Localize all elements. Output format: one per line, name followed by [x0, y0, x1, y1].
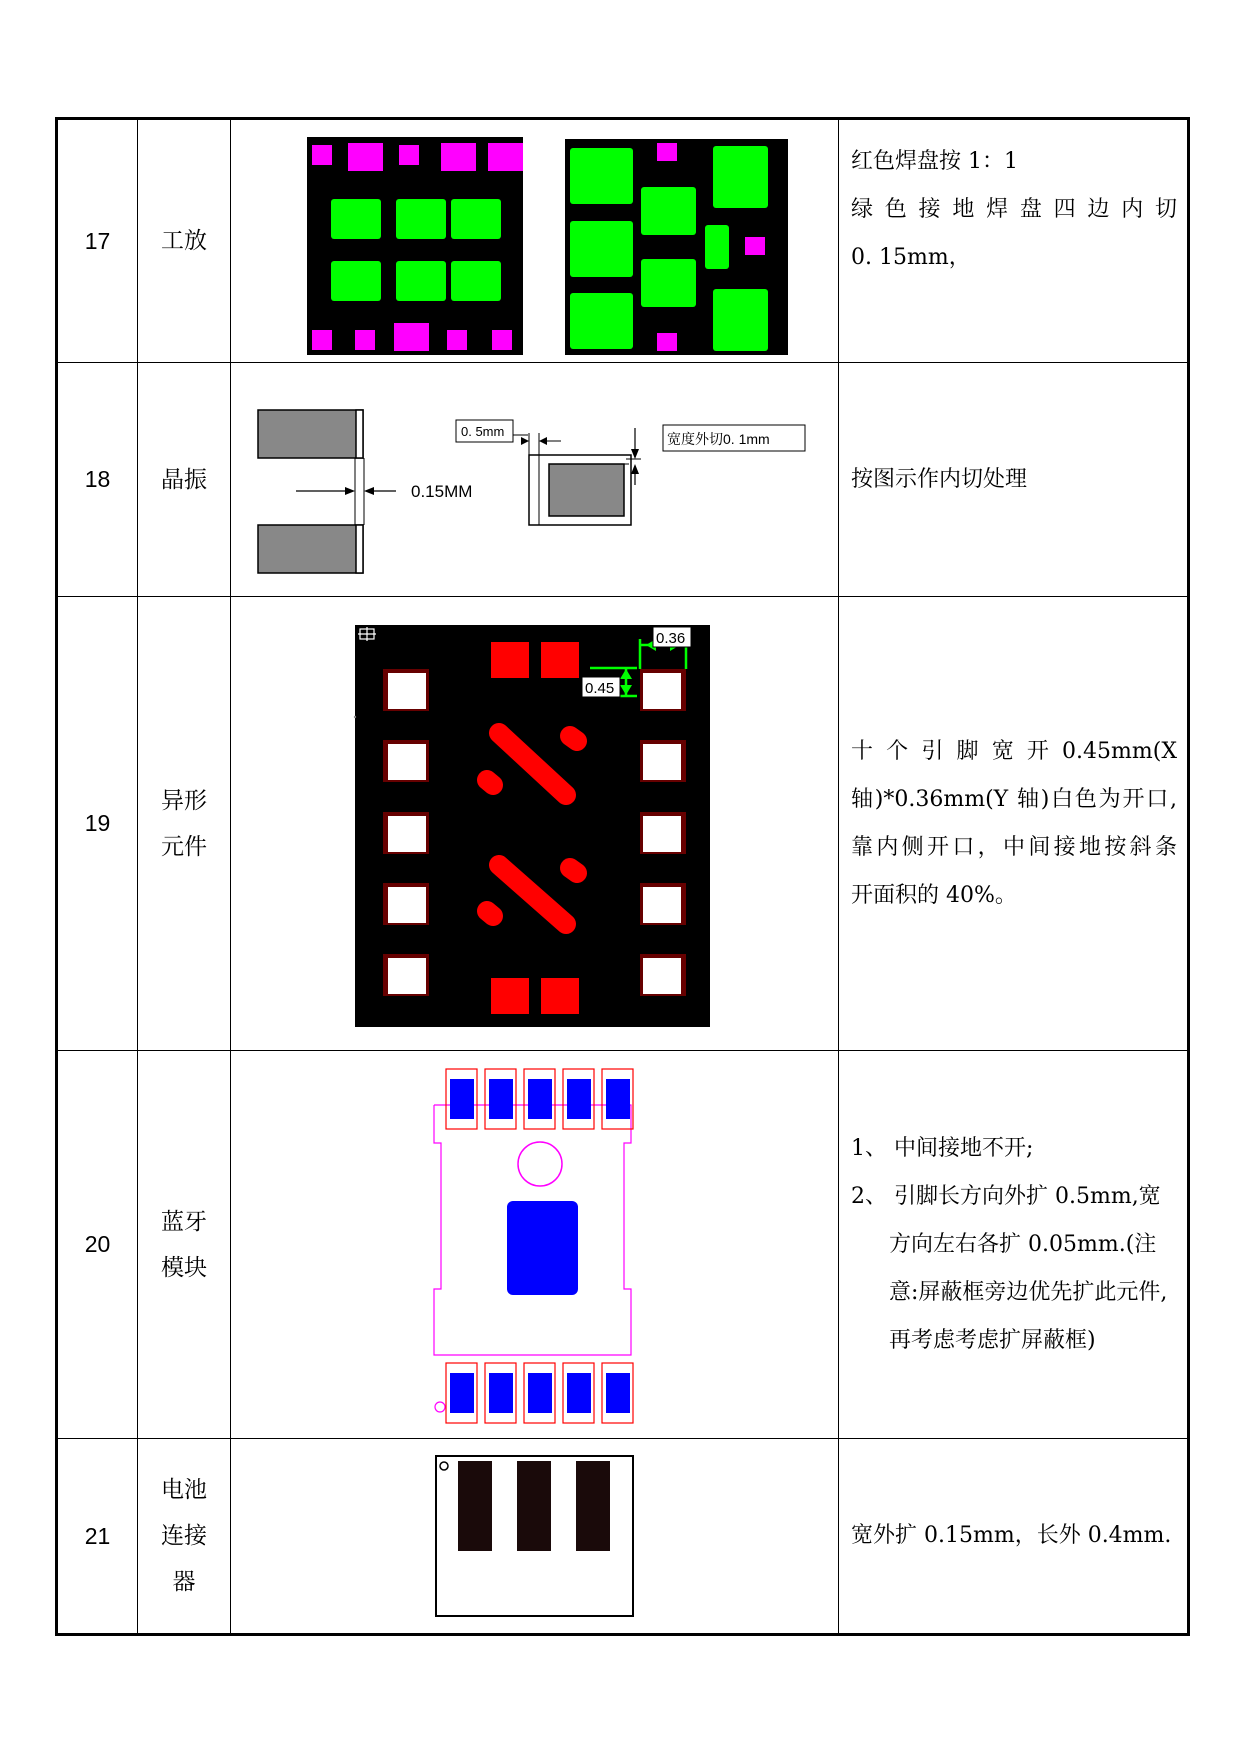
row-number: 21: [57, 1439, 138, 1635]
power-amp-pad-drawing: [231, 121, 839, 361]
table-row: [57, 363, 1189, 597]
note-cell: [839, 597, 1189, 1051]
note-cell: [839, 119, 1189, 363]
crystal-pad-drawing: [231, 365, 839, 595]
note-line: 1、 中间接地不开;: [851, 1135, 1034, 1161]
table-row: [57, 1439, 1189, 1635]
note-line: 宽外扩 0.15mm，长外 0.4mm.: [851, 1523, 1172, 1548]
spec-table: [55, 117, 1190, 1636]
dimension-label-036: 0.36: [656, 629, 686, 647]
component-name: 异形 元件: [138, 597, 231, 1051]
figure-cell: [231, 119, 839, 363]
figure-cell: [231, 363, 839, 597]
component-name: 蓝牙 模块: [138, 1051, 231, 1439]
figure-cell: [231, 1051, 839, 1439]
note-cell: [839, 363, 1189, 597]
row-number: 20: [57, 1051, 138, 1439]
note-line: 0. 15mm，: [851, 245, 971, 270]
outer-offset-label: 0. 5mm: [461, 423, 505, 439]
note-line: 十 个 引 脚 宽 开 0.45mm(X: [851, 738, 1177, 764]
width-cut-label: 宽度外切0. 1mm: [667, 430, 770, 447]
gap-label: 0.15MM: [411, 481, 473, 501]
note-cell: [839, 1439, 1189, 1635]
row-number: 17: [57, 119, 138, 363]
table-row: [57, 1051, 1189, 1439]
note-line: 2、 引脚长方向外扩 0.5mm,宽方向左右各扩 0.05mm.(注意:屏蔽框旁边优先扩此元件,再考虑考虑扩屏蔽框): [851, 1183, 1168, 1353]
note-cell: [839, 1051, 1189, 1439]
bluetooth-module-drawing: [231, 1053, 839, 1437]
note-line: 按图示作内切处理: [851, 466, 1028, 492]
component-name: 工放: [138, 119, 231, 363]
table-row: [57, 119, 1189, 363]
figure-cell: [231, 597, 839, 1051]
note-line: 开面积的 40%。: [851, 882, 1017, 908]
note-line: 绿 色 接 地 焊 盘 四 边 内 切: [851, 197, 1177, 222]
dimension-label-045: 0.45: [585, 679, 615, 697]
row-number: 18: [57, 363, 138, 597]
note-line: 红色焊盘按 1：1: [851, 149, 1018, 174]
table-row: [57, 597, 1189, 1051]
component-name: 电池 连接 器: [138, 1439, 231, 1635]
note-line: 靠内侧开口，中间接地按斜条: [851, 834, 1177, 860]
row-number: 19: [57, 597, 138, 1051]
figure-cell: [231, 1439, 839, 1635]
irregular-component-drawing: [231, 599, 839, 1049]
note-line: 轴)*0.36mm(Y 轴)白色为开口,: [851, 786, 1177, 812]
component-name: 晶振: [138, 363, 231, 597]
battery-connector-drawing: [231, 1441, 839, 1631]
